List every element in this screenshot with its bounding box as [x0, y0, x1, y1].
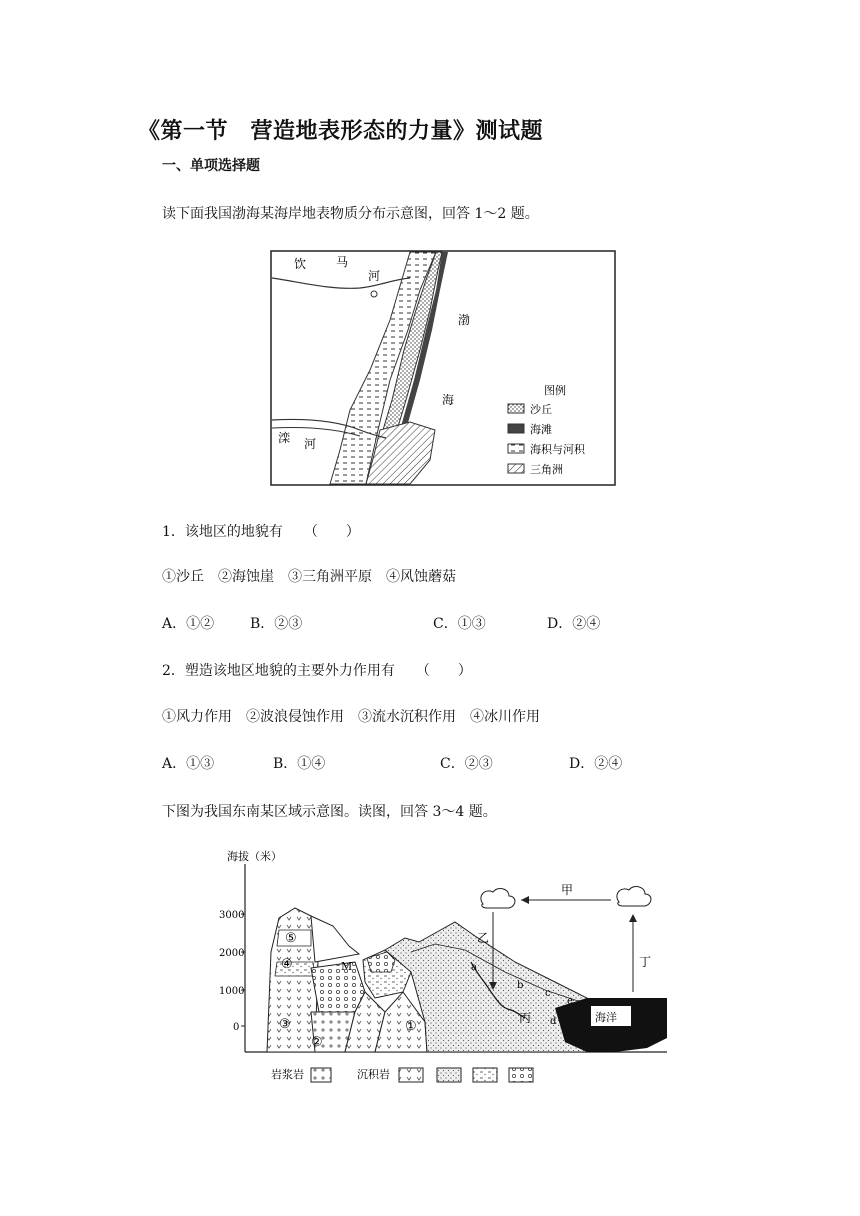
- intro-text-1: 读下面我国渤海某海岸地表物质分布示意图，回答 1～2 题。: [162, 206, 539, 222]
- profile-diagram: [215, 842, 685, 1088]
- map-label-he1: 河: [368, 269, 381, 283]
- tick-1000: 1000: [219, 986, 245, 997]
- label-yi: 乙: [477, 931, 490, 945]
- legend-label-delta: 三角洲: [530, 463, 563, 476]
- q1-options: [162, 613, 762, 633]
- map-label-ma: 马: [336, 255, 349, 269]
- q1-items: ①沙丘 ②海蚀崖 ③三角洲平原 ④风蚀蘑菇: [162, 569, 456, 585]
- cloud-right: [617, 887, 651, 906]
- legend-swatch-dune: [508, 404, 524, 413]
- label-ding: 丁: [639, 955, 652, 969]
- label-M: M: [341, 960, 353, 973]
- ocean-label: 海洋: [595, 1011, 617, 1024]
- section-heading: 一、单项选择题: [162, 158, 260, 174]
- label-n1: ①: [405, 1019, 417, 1034]
- tick-3000: 3000: [219, 910, 245, 921]
- legend-swatch-sed-2: [437, 1068, 461, 1082]
- q2-option-d[interactable]: D．②④: [569, 756, 623, 772]
- map-legend-title: 图例: [544, 384, 566, 397]
- map-label-luan: 滦: [278, 431, 291, 445]
- label-jia: 甲: [561, 883, 574, 897]
- intro-text-2: 下图为我国东南某区域示意图。读图，回答 3～4 题。: [162, 804, 497, 820]
- map-label-yin: 饮: [294, 257, 307, 271]
- q1-option-d[interactable]: D．②④: [547, 616, 601, 632]
- legend-swatch-sed-3: [473, 1068, 497, 1082]
- legend-swatch-sed-4: [509, 1068, 533, 1082]
- diagram-ylabel: 海拔（米）: [227, 850, 282, 863]
- q1-option-b[interactable]: B．②③: [250, 616, 303, 632]
- label-n3: ③: [279, 1017, 291, 1032]
- rock-block-M: [311, 962, 365, 1012]
- q2-options: [162, 753, 762, 773]
- cloud-left: [481, 889, 515, 908]
- label-bing: 丙: [519, 1011, 532, 1025]
- q1-option-a[interactable]: A．①②: [162, 616, 215, 632]
- legend-label-sedimentary: 沉积岩: [357, 1068, 390, 1081]
- legend-swatch-igneous: [311, 1068, 331, 1082]
- label-n4: ④: [281, 957, 293, 972]
- tick-2000: 2000: [219, 948, 245, 959]
- legend-label-igneous: 岩浆岩: [271, 1068, 304, 1081]
- coast-map: [270, 250, 616, 486]
- label-n2: ②: [311, 1035, 323, 1050]
- label-a: a: [471, 962, 477, 973]
- label-d: d: [550, 1016, 557, 1027]
- label-n5: ⑤: [285, 931, 297, 946]
- legend-swatch-beach: [508, 424, 524, 433]
- legend-label-deposit: 海积与河积: [530, 443, 585, 456]
- q1-option-c[interactable]: C．①③: [433, 616, 486, 632]
- rock-column-left: [267, 908, 319, 1052]
- q2-option-a[interactable]: A．①③: [162, 756, 215, 772]
- q2-option-c[interactable]: C．②③: [440, 756, 493, 772]
- tick-0: 0: [233, 1022, 240, 1033]
- label-c: c: [545, 988, 551, 999]
- q1-stem: 1．该地区的地貌有 （ ）: [162, 524, 360, 540]
- map-label-bo: 渤: [458, 313, 471, 327]
- label-e: e: [567, 996, 573, 1007]
- legend-swatch-delta: [508, 464, 524, 473]
- q2-option-b[interactable]: B．①④: [273, 756, 326, 772]
- map-label-he2: 河: [304, 437, 317, 451]
- page-title: 《第一节 营造地表形态的力量》测试题: [138, 118, 544, 144]
- q2-stem: 2．塑造该地区地貌的主要外力作用有 （ ）: [162, 663, 472, 679]
- legend-label-beach: 海滩: [530, 423, 552, 436]
- map-label-hai: 海: [442, 393, 455, 407]
- q2-items: ①风力作用 ②波浪侵蚀作用 ③流水沉积作用 ④冰川作用: [162, 709, 540, 725]
- legend-label-dune: 沙丘: [530, 403, 552, 416]
- legend-swatch-sed-1: [399, 1068, 423, 1082]
- label-b: b: [517, 980, 524, 991]
- legend-swatch-deposit: [508, 444, 524, 453]
